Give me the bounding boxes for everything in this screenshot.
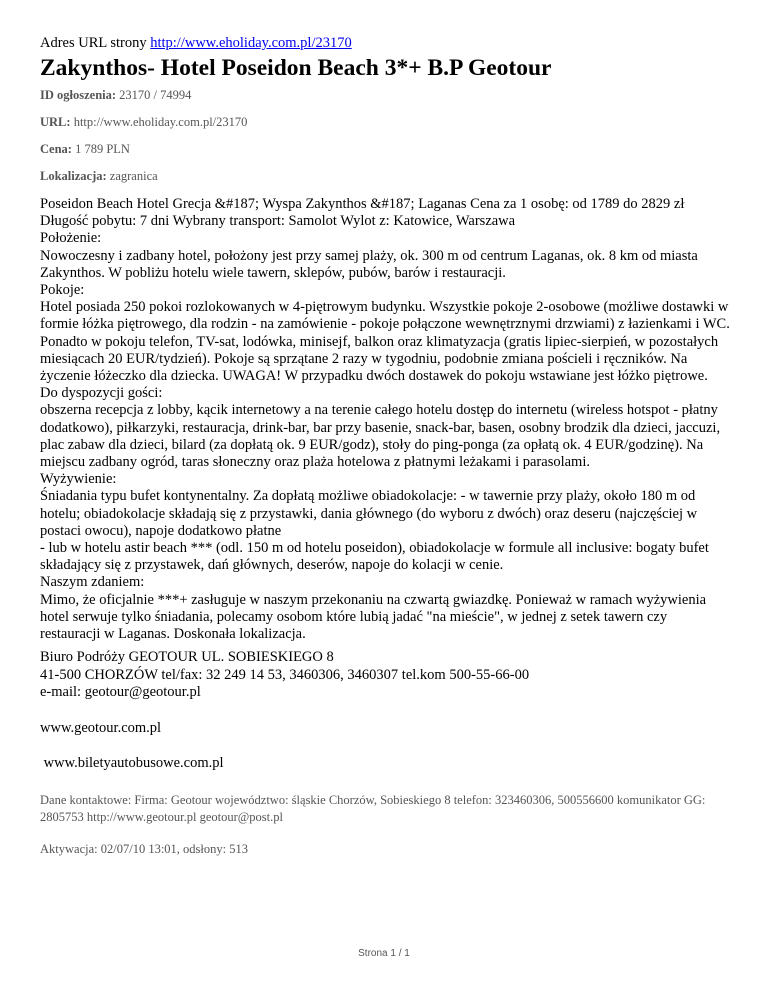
document-page [40, 34, 730, 857]
meta-url-value: http://www.eholiday.com.pl/23170 [73, 115, 248, 129]
meta-location [40, 169, 730, 184]
description-heading: Położenie: [40, 230, 102, 247]
contact-phone: 41-500 CHORZÓW tel/fax: 32 249 14 53, 3460306, 3460307 tel.kom 500-55-66-00 [40, 666, 530, 683]
contact-details: Dane kontaktowe: Firma: Geotour województwo: śląskie Chorzów, Sobieskiego 8 telefon: 323460306, 500556600 komunikator GG: 2805753 http://www.geotour.pl geotour@post.pl [40, 792, 706, 824]
meta-price-label: Cena: [40, 142, 72, 156]
page-url-link[interactable]: http://www.eholiday.com.pl/23170 [150, 35, 352, 51]
description-paragraph: Nowoczesny i zadbany hotel, położony jest przy samej plaży, ok. 300 m od centrum Laganas, ok. 8 km od miasta Zakynthos. W pobliżu hotelu wiele tawern, sklepów, pubów, barów i restauracji. [40, 247, 698, 281]
meta-id [40, 88, 730, 103]
description-heading: Naszym zdaniem: [40, 574, 145, 591]
activation-info: Aktywacja: 02/07/10 13:01, odsłony: 513 [40, 841, 248, 856]
meta-location-label: Lokalizacja: [40, 169, 107, 183]
contact-block [40, 649, 730, 702]
url-label: Adres URL strony [40, 35, 147, 51]
contact-email: e-mail: geotour@geotour.pl [40, 684, 201, 701]
website-geotour: www.geotour.com.pl [40, 719, 162, 736]
page-number: Strona 1 / 1 [358, 948, 410, 959]
description-paragraph: obszerna recepcja z lobby, kącik internetowy a na terenie całego hotelu dostęp do internetu (wireless hotspot - płatny dodatkowo), piłkarzyki, restauracja, drink-bar, bar przy basenie, snack-bar, basen, osobny brodzik dla dzieci, jaccuzi, plac zabaw dla dzieci, bilard (za dopłatą ok. 9 EUR/godz), stoły do ping-ponga (za opłatą ok. 4 EUR/godzinę). Na miejscu zadbany ogród, taras słoneczny oraz plaża hotelowa z płatnymi leżakami i parasolami. [40, 402, 721, 471]
meta-price [40, 142, 730, 157]
description [40, 196, 730, 643]
meta-url-label: URL: [40, 115, 71, 129]
contact-address: Biuro Podróży GEOTOUR UL. SOBIESKIEGO 8 [40, 649, 334, 666]
meta-url [40, 115, 730, 130]
description-heading: Wyżywienie: [40, 471, 117, 488]
description-heading: Do dyspozycji gości: [40, 385, 163, 402]
meta-id-label: ID ogłoszenia: [40, 88, 117, 102]
page-title: Zakynthos- Hotel Poseidon Beach 3*+ B.P Geotour [40, 55, 552, 81]
description-paragraph: Hotel posiada 250 pokoi rozlokowanych w 4-piętrowym budynku. Wszystkie pokoje 2-osobowe (możliwe dostawki w formie łóżka piętrowego, dla rodzin - na zamówienie - pokoje połączone wewnętrznymi drzwiami) z łazienkami i WC. Ponadto w pokoju telefon, TV-sat, lodówka, minisejf, balkon oraz klimatyzacja (gratis lipiec-sierpień, w pozostałych miesiącach 20 EUR/tydzień). Pokoje są sprzątane 2 razy w tygodniu, podobnie zmiana pościeli i ręczników. Na życzenie łóżeczko dla dziecka. UWAGA! W przypadku dwóch dostawek do pokoju wstawiane jest łóżko piętrowe. [40, 299, 730, 385]
description-paragraph: Śniadania typu bufet kontynentalny. Za dopłatą możliwe obiadokolacje: - w tawernie przy plaży, około 180 m od hotelu; obiadokolacje składają się z przystawki, dania głównego (do wyboru z dwóch) oraz deseru (najczęściej w postaci owocu), napoje dodatkowo płatne [40, 488, 698, 539]
page-url-line [40, 34, 730, 52]
meta-id-value: 23170 / 74994 [119, 88, 192, 102]
description-paragraph: Mimo, że oficjalnie ***+ zasługuje w naszym przekonaniu na czwartą gwiazdkę. Ponieważ w ramach wyżywienia hotel serwuje tylko śniadania, polecamy osobom które lubią jadać "na mieście", w jednej z setek tawern czy restauracji w Laganas. Doskonała lokalizacja. [40, 591, 707, 643]
description-heading: Pokoje: [40, 282, 85, 299]
description-paragraph: - lub w hotelu astir beach *** (odl. 150 m od hotelu poseidon), obiadokolacje w formule all inclusive: bogaty bufet składający się z przystawek, dań głównych, deserów, napoje do kolacji w cenie. [40, 540, 709, 574]
description-paragraph: Poseidon Beach Hotel Grecja &#187; Wyspa Zakynthos &#187; Laganas Cena za 1 osobę: od 1789 do 2829 zł Długość pobytu: 7 dni Wybrany transport: Samolot Wylot z: Katowice, Warszawa [40, 196, 685, 230]
meta-price-value: 1 789 PLN [75, 142, 130, 156]
meta-location-value: zagranica [109, 169, 158, 183]
website-bilety: www.biletyautobusowe.com.pl [40, 754, 224, 771]
